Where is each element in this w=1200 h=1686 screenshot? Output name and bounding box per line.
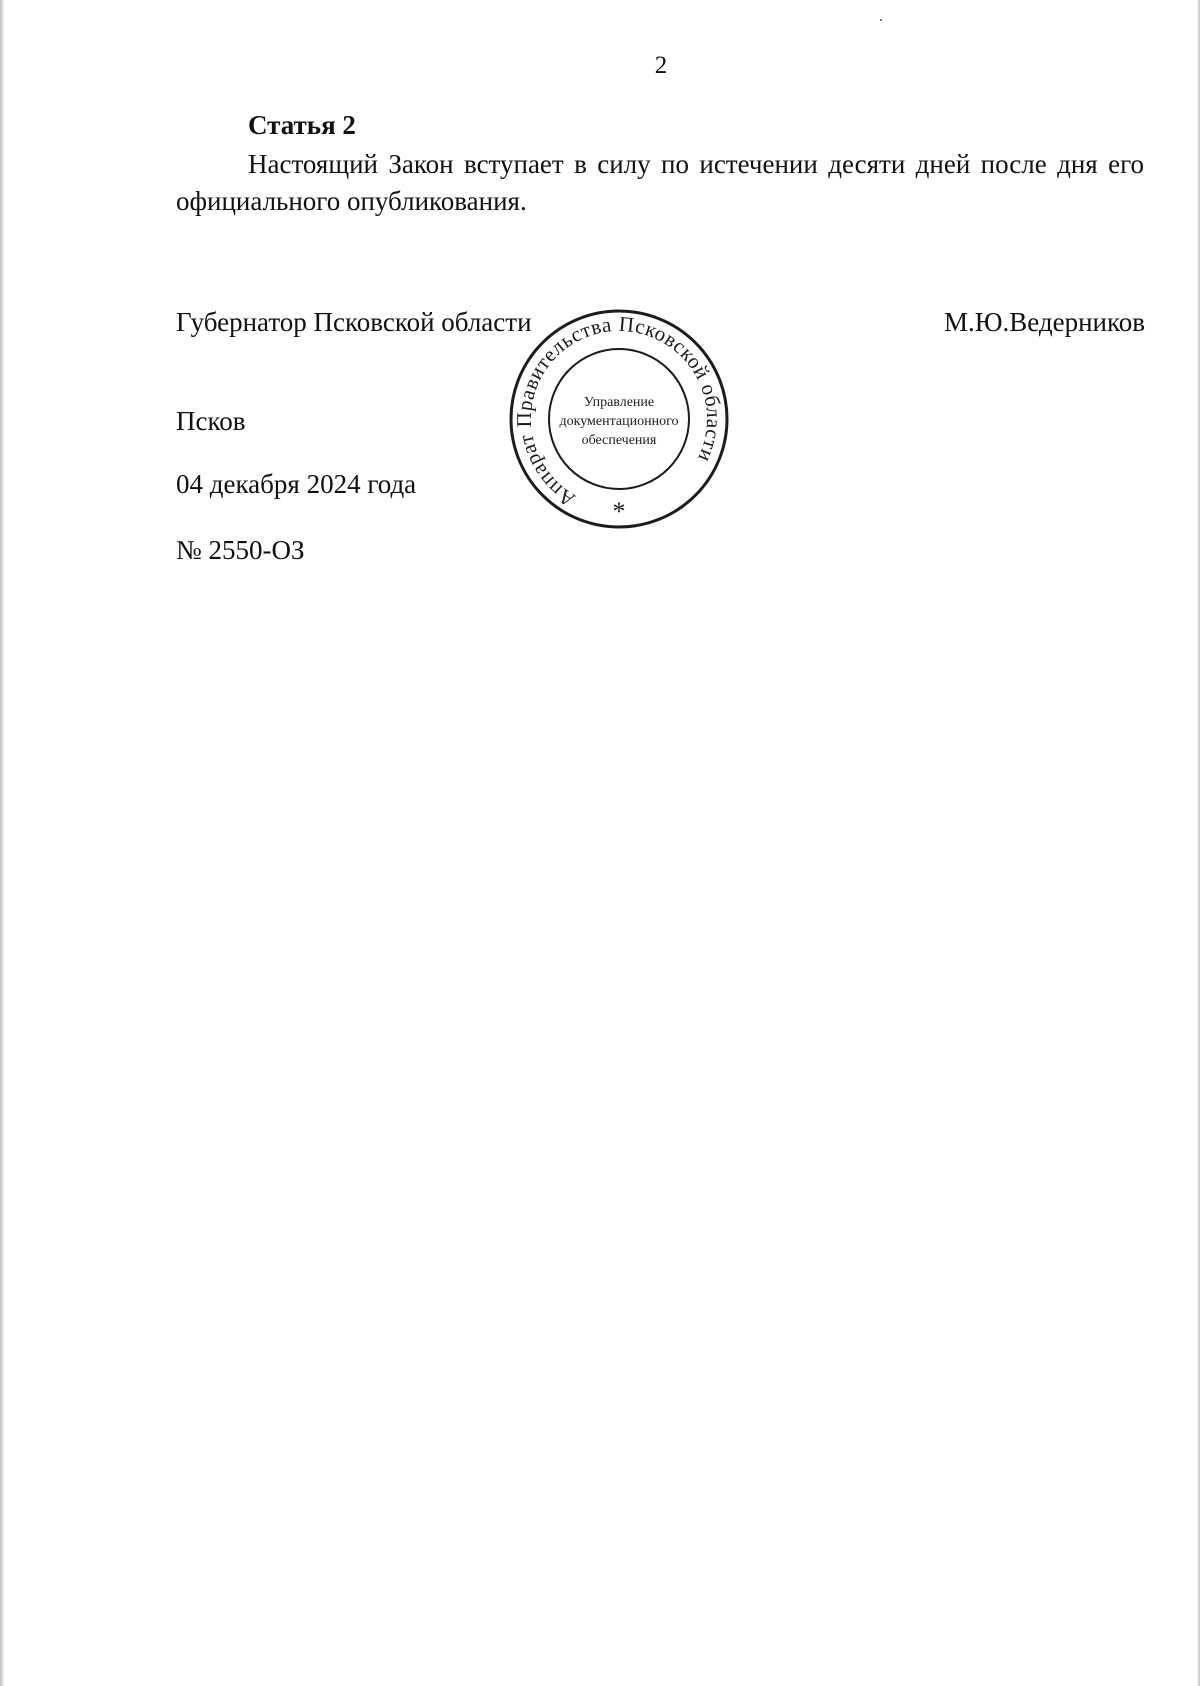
article-text: Настоящий Закон вступает в силу по истечении десяти дней после дня его официального опубликования. [176, 149, 1144, 216]
place-of-signing: Псков [176, 406, 246, 436]
seal-star-icon: * [612, 497, 626, 526]
article-heading: Статья 2 [248, 110, 356, 140]
seal-outer-text: Аппарат Правительства Псковской области [511, 311, 727, 513]
official-seal [508, 308, 730, 530]
seal-inner-line-3: обеспечения [581, 433, 657, 448]
signer-title: Губернатор Псковской области [176, 307, 532, 337]
scan-edge-left [0, 0, 4, 1686]
page-number: 2 [654, 52, 668, 79]
law-number: № 2550-ОЗ [176, 535, 305, 565]
signer-name: М.Ю.Ведерников [943, 307, 1145, 337]
seal-inner-line-1: Управление [583, 395, 655, 410]
seal-inner-line-2: документационного [559, 414, 679, 429]
scan-speck [880, 19, 882, 21]
date-of-signing: 04 декабря 2024 года [176, 469, 417, 499]
